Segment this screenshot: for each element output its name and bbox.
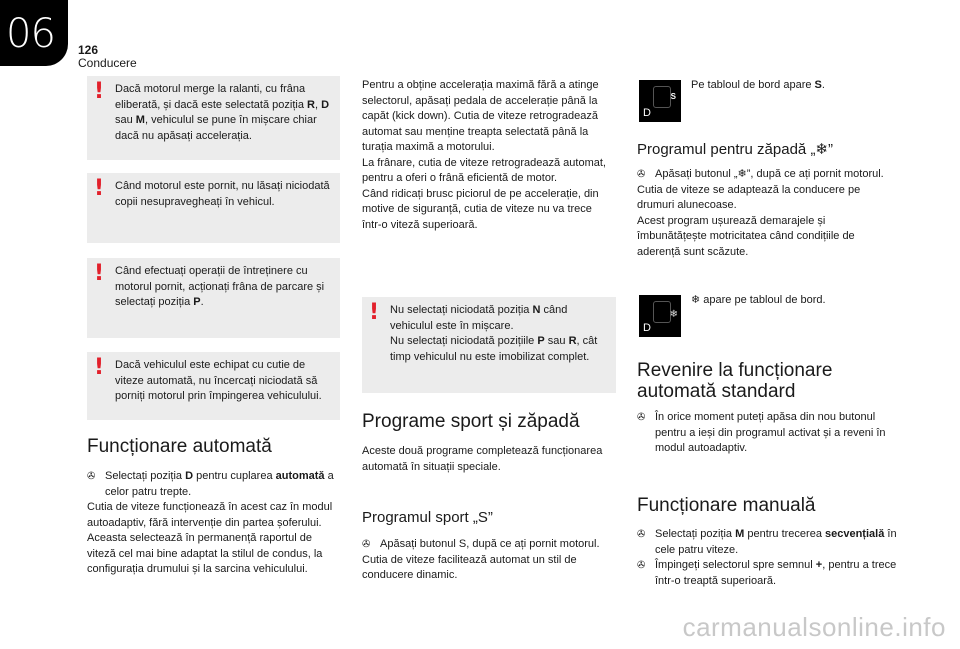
bullet-item xyxy=(637,558,899,589)
bullet-text: Apăsați butonul „❄”, după ce ați pornit motorul. xyxy=(655,168,884,180)
middle-paragraphs xyxy=(362,78,614,233)
paragraph: Pentru a obține accelerația maximă fără a atinge selectorul, apăsați pedala de accelerație până la capăt (kick down). Cutia de viteze retrogradează automat sau menține treapta selectată până la turația maximă a motorului. xyxy=(362,79,599,153)
paragraph: Cutia de viteze se adaptează la conducere pe drumuri alunecoase. xyxy=(637,183,861,211)
bullet-text: În orice moment puteți apăsa din nou butonul pentru a ieși din programul activat și a reveni în modul autoadaptiv. xyxy=(655,411,886,454)
warning-icon: ! xyxy=(94,176,105,201)
warning-text: Nu selectați niciodată pozițiile P sau R, cât timp vehiculul nu este imobilizat complet. xyxy=(390,335,598,363)
paragraph: Acest program ușurează demarajele și îmbunătățește motricitatea când condițiile de aderență sunt scăzute. xyxy=(637,214,855,258)
warning-box xyxy=(87,173,340,243)
dashboard-display-snow xyxy=(639,295,681,337)
section-heading xyxy=(637,360,832,402)
bullet-arrow-icon: ✇ xyxy=(637,412,646,423)
bullet-arrow-icon: ✇ xyxy=(637,529,646,540)
bullet-arrow-icon: ✇ xyxy=(87,471,96,482)
chapter-number: 06 xyxy=(6,11,55,57)
warning-icon: ! xyxy=(369,300,380,325)
dash-caption: Pe tabloul de bord apare S. xyxy=(691,79,825,91)
paragraph: Cutia de viteze facilitează automat un stil de conducere dinamic. xyxy=(362,553,577,581)
auto-body xyxy=(87,469,342,578)
section-title: Conducere xyxy=(78,56,137,70)
paragraph: Când ridicați brusc piciorul de pe accelerație, din motive de siguranță, cutia de viteze nu va trece într-o viteză superioară. xyxy=(362,187,599,231)
bullet-text: Apăsați butonul S, după ce ați pornit motorul. xyxy=(380,538,600,550)
warning-box xyxy=(87,352,340,420)
bullet-arrow-icon: ✇ xyxy=(637,560,646,571)
gear-letter: D xyxy=(643,322,651,334)
bullet-item xyxy=(637,527,899,558)
bullet-item xyxy=(87,469,342,500)
watermark: carmanualsonline.info xyxy=(682,612,946,642)
manual-body xyxy=(637,527,899,589)
warning-icon: ! xyxy=(94,79,105,104)
bullet-arrow-icon: ✇ xyxy=(637,169,646,180)
bullet-item xyxy=(362,537,614,553)
bullet-arrow-icon: ✇ xyxy=(362,539,371,550)
paragraph: La frânare, cutia de viteze retrogradează automat, pentru a oferi o frână eficientă de motor. xyxy=(362,156,606,184)
gear-indicator-icon xyxy=(653,301,671,323)
heading-line: automată standard xyxy=(637,381,796,402)
warning-box xyxy=(87,258,340,338)
gear-indicator-icon xyxy=(653,86,671,108)
warning-icon: ! xyxy=(94,355,105,380)
warning-box xyxy=(87,76,340,160)
snow-body xyxy=(637,167,897,260)
gear-letter: D xyxy=(643,107,651,119)
warning-icon: ! xyxy=(94,261,105,286)
warning-text: Nu selectați niciodată poziția N când vehiculul este în mișcare. xyxy=(390,304,568,332)
subsection-heading: Programul sport „S” xyxy=(362,509,493,526)
chapter-tab xyxy=(0,0,68,66)
warning-box xyxy=(362,297,616,393)
warning-text: Când efectuați operații de întreținere cu motorul pornit, acționați frâna de parcare și selectați poziția P. xyxy=(115,265,325,308)
warning-text: Când motorul este pornit, nu lăsați niciodată copii nesupravegheați în vehicul. xyxy=(115,180,330,208)
page-number: 126 xyxy=(78,43,99,57)
snowflake-icon: ❄ xyxy=(669,309,678,320)
bullet-text: Selectați poziția M pentru trecerea secvențială în cele patru viteze. xyxy=(655,528,897,556)
return-body xyxy=(637,410,899,457)
dash-caption: ❄ apare pe tabloul de bord. xyxy=(691,294,826,306)
section-heading: Programe sport și zăpadă xyxy=(362,411,580,432)
warning-text: Dacă motorul merge la ralanti, cu frâna eliberată, și dacă este selectată poziția R, D sau M, vehiculul se pune în mișcare chiar dacă nu apăsați accelerația. xyxy=(115,83,330,142)
paragraph: Aceste două programe completează funcționarea automată în situații speciale. xyxy=(362,445,603,473)
bullet-item xyxy=(637,167,897,183)
paragraph: Cutia de viteze funcționează în acest caz în modul autoadaptiv, fără intervenție din partea șoferului. Aceasta selectează în permanență raportul de viteză cel mai bine adaptat la stilul de condus, la configurația drumului și la sarcina vehiculului. xyxy=(87,501,333,575)
bullet-text: Selectați poziția D pentru cuplarea automată a celor patru trepte. xyxy=(105,470,334,498)
section-heading: Funcționare manuală xyxy=(637,495,816,516)
bullet-text: Împingeți selectorul spre semnul +, pentru a trece într-o treaptă superioară. xyxy=(655,559,897,587)
section-heading: Funcționare automată xyxy=(87,436,272,457)
sport-indicator: S xyxy=(670,92,676,101)
dashboard-display-sport xyxy=(639,80,681,122)
heading-line: Revenire la funcționare xyxy=(637,360,833,381)
bullet-item xyxy=(637,410,899,457)
subsection-heading: Programul pentru zăpadă „❄” xyxy=(637,141,833,158)
sport-body xyxy=(362,537,614,584)
warning-text: Dacă vehiculul este echipat cu cutie de viteze automată, nu încercați niciodată să porniți motorul prin împingerea vehiculului. xyxy=(115,359,322,402)
